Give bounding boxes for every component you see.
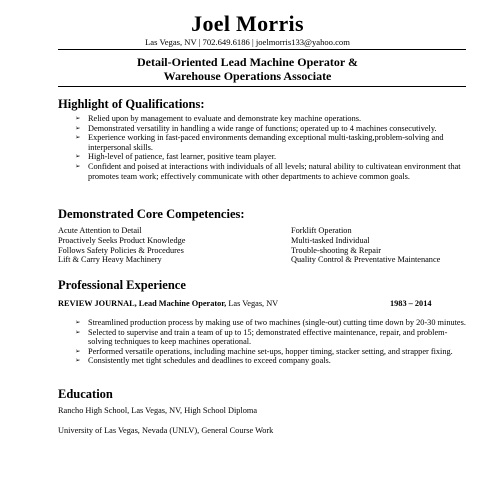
- arrow-bullet-icon: ➢: [75, 123, 81, 132]
- header-rule: [58, 49, 466, 50]
- list-item: ➢ Relied upon by management to evaluate and demonstrate key machine operations.: [75, 114, 362, 123]
- qualifications-list: [75, 114, 470, 181]
- list-item: ➢ High-level of patience, fast learner, positive team player.: [75, 152, 277, 162]
- arrow-bullet-icon: ➢: [75, 327, 81, 336]
- headline-line-1: Detail-Oriented Lead Machine Operator &: [136, 55, 359, 69]
- list-item: ➢ Demonstrated versatility in handling a wide range of functions; operated up to 4 machines consecutively.: [75, 123, 437, 133]
- arrow-bullet-icon: ➢: [75, 346, 81, 355]
- competency-item: Lift & Carry Heavy Machinery: [58, 255, 162, 265]
- competencies-title: Demonstrated Core Competencies:: [58, 207, 245, 221]
- list-item: ➢ Confident and poised at interactions with individuals of all levels; natural ability to cultivatean environment that promotes team work; effectively communicate with other departments to achieve common goals.: [75, 161, 461, 181]
- list-item: ➢ Experience working in fast-paced environments demanding exceptional multi-tasking,problem-solving and interpersonal skills.: [75, 133, 444, 152]
- candidate-name: Joel Morris: [191, 11, 304, 36]
- competency-item: Follows Safety Policies & Procedures: [58, 245, 184, 255]
- experience-list: [75, 318, 470, 366]
- qualifications-title: Highlight of Qualifications:: [58, 97, 205, 111]
- arrow-bullet-icon: ➢: [75, 152, 81, 161]
- competency-item: Proactively Seeks Product Knowledge: [58, 235, 186, 245]
- competency-item: Acute Attention to Detail: [58, 226, 142, 235]
- education-item: Rancho High School, Las Vegas, NV, High School Diploma: [58, 406, 258, 415]
- arrow-bullet-icon: ➢: [75, 356, 81, 365]
- competencies-left-column: [58, 226, 185, 265]
- education-title: Education: [58, 387, 113, 401]
- job-employer-role: REVIEW JOURNAL, Lead Machine Operator,: [58, 299, 227, 308]
- list-item: ➢ Performed versatile operations, including machine set-ups, hopper timing, stacker setting, and strapper fixing.: [75, 346, 453, 356]
- arrow-bullet-icon: ➢: [75, 114, 81, 122]
- job-location: Las Vegas, NV: [226, 299, 279, 308]
- job-dates: 1983 – 2014: [390, 299, 432, 308]
- arrow-bullet-icon: ➢: [75, 161, 81, 170]
- experience-title: Professional Experience: [58, 278, 186, 292]
- contact-line: Las Vegas, NV | 702.649.6186 | joelmorris133@yahoo.com: [145, 37, 350, 47]
- competency-item: Trouble-shooting & Repair: [291, 245, 382, 255]
- competencies-right-column: [291, 226, 440, 265]
- list-item: ➢ Selected to supervise and train a team of up to 15; demonstrated effective maintenance, repair, and problem-solving techniques to keep machines operational.: [75, 327, 448, 347]
- headline-rule: [58, 86, 466, 87]
- list-item: ➢ Consistently met tight schedules and deadlines to exceed company goals.: [75, 356, 331, 366]
- headline-line-2: Warehouse Operations Associate: [163, 69, 332, 83]
- education-item: University of Las Vegas, Nevada (UNLV), General Course Work: [58, 426, 274, 435]
- competency-item: Multi-tasked Individual: [291, 235, 370, 245]
- list-item: ➢ Streamlined production process by making use of two machines (single-out) cutting time down by 20-30 minutes.: [75, 318, 466, 327]
- arrow-bullet-icon: ➢: [75, 318, 81, 326]
- competency-item: Forklift Operation: [291, 226, 352, 235]
- competency-item: Quality Control & Preventative Maintenance: [291, 255, 441, 265]
- arrow-bullet-icon: ➢: [75, 133, 81, 142]
- headline: [0, 55, 495, 83]
- job-heading: [58, 299, 448, 309]
